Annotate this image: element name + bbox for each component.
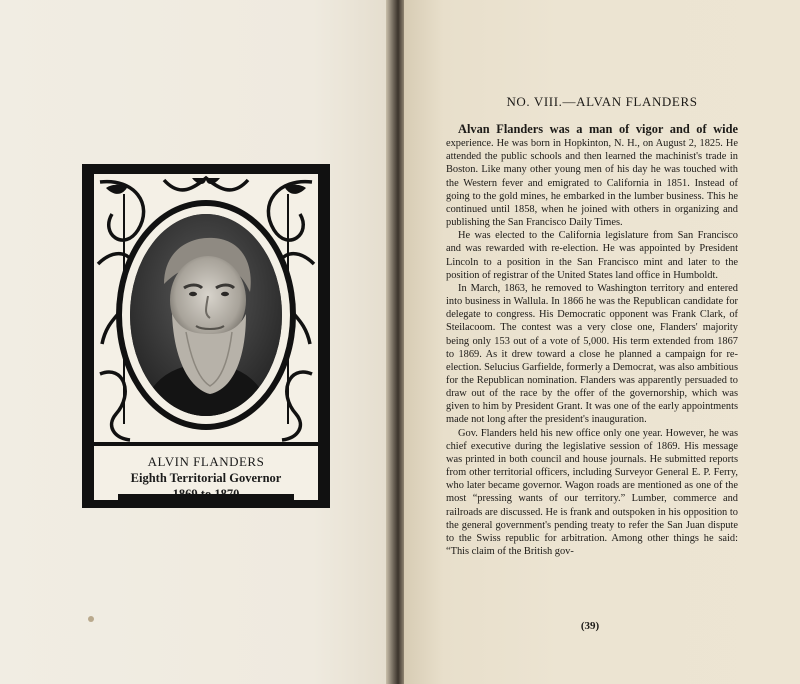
caption-name: ALVIN FLANDERS: [147, 454, 265, 469]
portrait-caption: [94, 442, 318, 500]
portrait-frame: [82, 164, 330, 508]
lead-phrase: Alvan Flanders was a man of vigor and of wide: [458, 122, 738, 136]
caption-underline-bar: [118, 494, 294, 500]
paragraph-1-text: experience. He was born in Hopkinton, N. H., on August 2, 1825. He attended the public schools and then learned the machinist's trade in Boston. Like many other young men of his day he was touched with the Western fever and emigrated to California in 1851. Instead of going to the gold mines, he embarked in the lumber business. This he continued until 1858, when he joined with others in organizing and publishing the San Francisco Daily Times.: [446, 138, 738, 229]
chapter-title: NO. VIII.—ALVAN FLANDERS: [506, 94, 698, 109]
chapter-body: [446, 123, 738, 558]
page-number: (39): [580, 620, 600, 632]
frame-inner-panel: [94, 174, 318, 444]
caption-title: Eighth Territorial Governor: [130, 471, 282, 485]
paragraph-4: Gov. Flanders held his new office only one year. However, he was chief executive during the legislative session of 1869. His message was printed in both council and house journals. He submitted reports from other territorial officers, including Surveyor General E. P. Ferry, who later became governor. Wagon roads are mentioned as one of the most “pressing wants of our territory.” Lumber, commerce and railroads are discussed. He is frank and outspoken in his opposition to the general government's pending treaty to refer the San Juan dispute to the Swiss republic for arbitration. Among other things he said: “This claim of the British gov-: [446, 427, 738, 557]
portrait-photograph: [130, 214, 282, 416]
paper-speck: [88, 616, 94, 622]
paragraph-3: In March, 1863, he removed to Washington territory and entered into business in Wallula. In 1866 he was the Republican candidate for delegate to congress. His Democratic opponent was Frank Clark, of Steilacoom. The contest was a very close one, Flanders' majority being only 153 out of a vote of 5,000. His term extended from 1867 to 1869. As it drew toward a close he planned a campaign for re-election. Selucius Garfielde, formerly a Democrat, was also ambitious for the Republican nomination. Flanders was apparently persuaded to draw out of the race by the offer of the governorship, which was given to him by President Grant. It was one of the early appointments made not long after the president's inauguration.: [446, 282, 738, 426]
paragraph-2: He was elected to the California legislature from San Francisco and was rewarded with re-election. He was appointed by President Lincoln to a position in the San Francisco mint and later to the position of registrar of the United States land office in Humboldt.: [446, 230, 738, 281]
left-page: [0, 0, 392, 684]
paragraph-1: [446, 123, 738, 229]
